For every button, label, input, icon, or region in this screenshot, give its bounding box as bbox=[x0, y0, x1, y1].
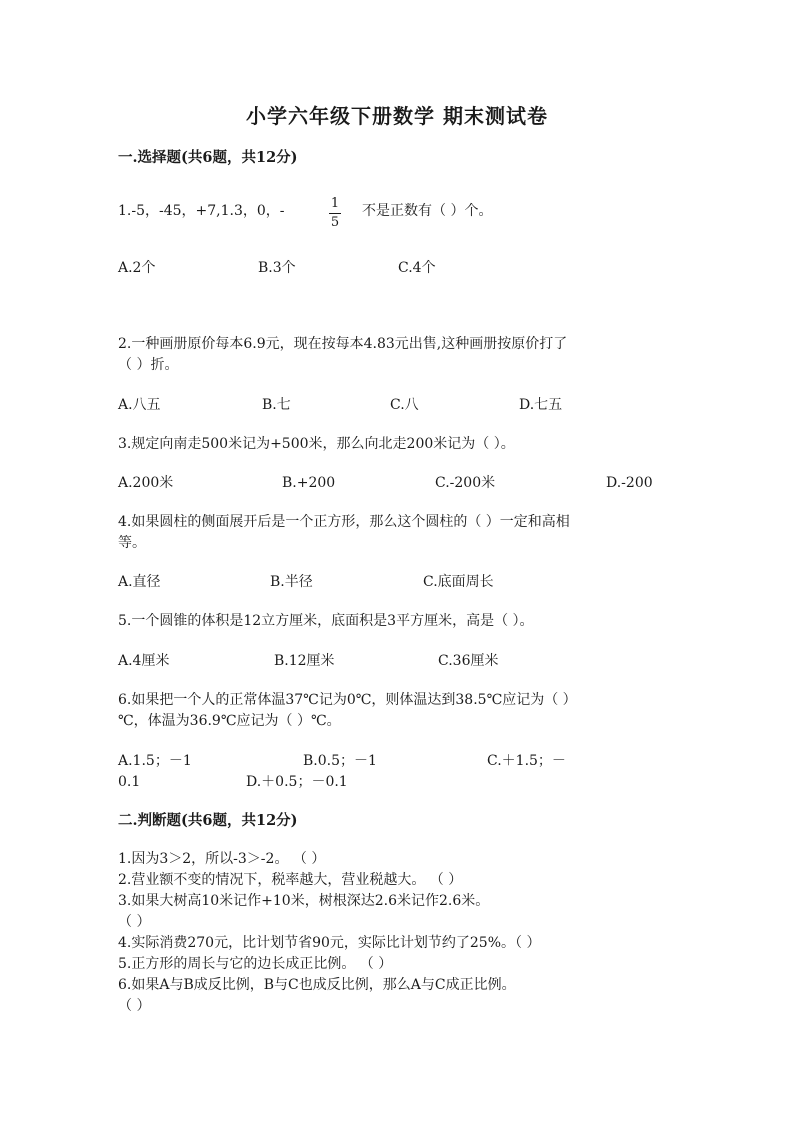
q2-option-c: C.八 bbox=[390, 397, 419, 413]
q5-option-a: A.4厘米 bbox=[118, 653, 170, 669]
q2-line2: （ ）折。 bbox=[118, 357, 179, 373]
q2-option-a: A.八五 bbox=[118, 397, 161, 413]
q4-option-a: A.直径 bbox=[118, 574, 161, 590]
q4-option-b: B.半径 bbox=[270, 574, 313, 590]
q3-option-b: B.+200 bbox=[282, 475, 336, 491]
judge-item-6: 6.如果A与B成反比例，B与C也成反比例，那么A与C成正比例。 bbox=[118, 977, 516, 993]
q1-option-c: C.4个 bbox=[398, 260, 436, 276]
exam-title: 小学六年级下册数学 期末测试卷 bbox=[246, 104, 548, 128]
section2-heading: 二.判断题(共6题，共12分) bbox=[118, 812, 298, 829]
q1-option-a: A.2个 bbox=[118, 260, 156, 276]
q1-text-before: 1.-5，-45，+7,1.3，0，- bbox=[118, 203, 285, 219]
q3-option-a: A.200米 bbox=[118, 475, 174, 491]
q1-text-after: 不是正数有（ ）个。 bbox=[362, 203, 493, 219]
q6-line2: ℃，体温为36.9℃应记为（ ）℃。 bbox=[118, 713, 341, 729]
section1-heading: 一.选择题(共6题，共12分) bbox=[118, 149, 298, 166]
q1-fraction-numerator: 1 bbox=[330, 196, 340, 211]
q5-option-c: C.36厘米 bbox=[438, 653, 499, 669]
q6-option-a: A.1.5；－1 bbox=[118, 753, 192, 769]
q6-option-b: B.0.5；－1 bbox=[303, 753, 377, 769]
q5-option-b: B.12厘米 bbox=[274, 653, 335, 669]
judge-item-2: 2.营业额不变的情况下，税率越大，营业税越大。 （ ） bbox=[118, 872, 463, 888]
q2-line1: 2.一种画册原价每本6.9元，现在按每本4.83元出售,这种画册按原价打了 bbox=[118, 336, 568, 352]
q2-option-b: B.七 bbox=[262, 397, 291, 413]
judge-item-5: 5.正方形的周长与它的边长成正比例。 （ ） bbox=[118, 956, 393, 972]
judge-item-6-cont: （ ） bbox=[118, 998, 151, 1014]
judge-item-3-cont: （ ） bbox=[118, 914, 151, 930]
q2-option-d: D.七五 bbox=[519, 397, 563, 413]
judge-item-1: 1.因为3＞2，所以-3＞-2。 （ ） bbox=[118, 851, 326, 867]
q5-text: 5.一个圆锥的体积是12立方厘米，底面积是3平方厘米，高是（ ）。 bbox=[118, 613, 534, 629]
q4-line2: 等。 bbox=[118, 535, 146, 551]
q6-option-c: C.＋1.5；－ bbox=[487, 753, 566, 769]
fraction-bar bbox=[329, 213, 341, 214]
q1-fraction-denominator: 5 bbox=[330, 215, 340, 230]
q6-option-c-cont: 0.1 bbox=[118, 774, 141, 790]
q6-line1: 6.如果把一个人的正常体温37℃记为0℃，则体温达到38.5℃应记为（ ） bbox=[118, 692, 577, 708]
q6-option-d: D.＋0.5；－0.1 bbox=[246, 774, 348, 790]
judge-item-3: 3.如果大树高10米记作+10米，树根深达2.6米记作2.6米。 bbox=[118, 893, 490, 909]
q4-line1: 4.如果圆柱的侧面展开后是一个正方形，那么这个圆柱的（ ）一定和高相 bbox=[118, 514, 570, 530]
judge-item-4: 4.实际消费270元，比计划节省90元，实际比计划节约了25%。（ ） bbox=[118, 935, 541, 951]
q3-option-d: D.-200 bbox=[606, 475, 653, 491]
q3-text: 3.规定向南走500米记为+500米，那么向北走200米记为（ ）。 bbox=[118, 436, 515, 452]
q1-fraction bbox=[329, 196, 341, 231]
q1-option-b: B.3个 bbox=[258, 260, 296, 276]
q3-option-c: C.-200米 bbox=[435, 475, 496, 491]
q4-option-c: C.底面周长 bbox=[423, 574, 494, 590]
